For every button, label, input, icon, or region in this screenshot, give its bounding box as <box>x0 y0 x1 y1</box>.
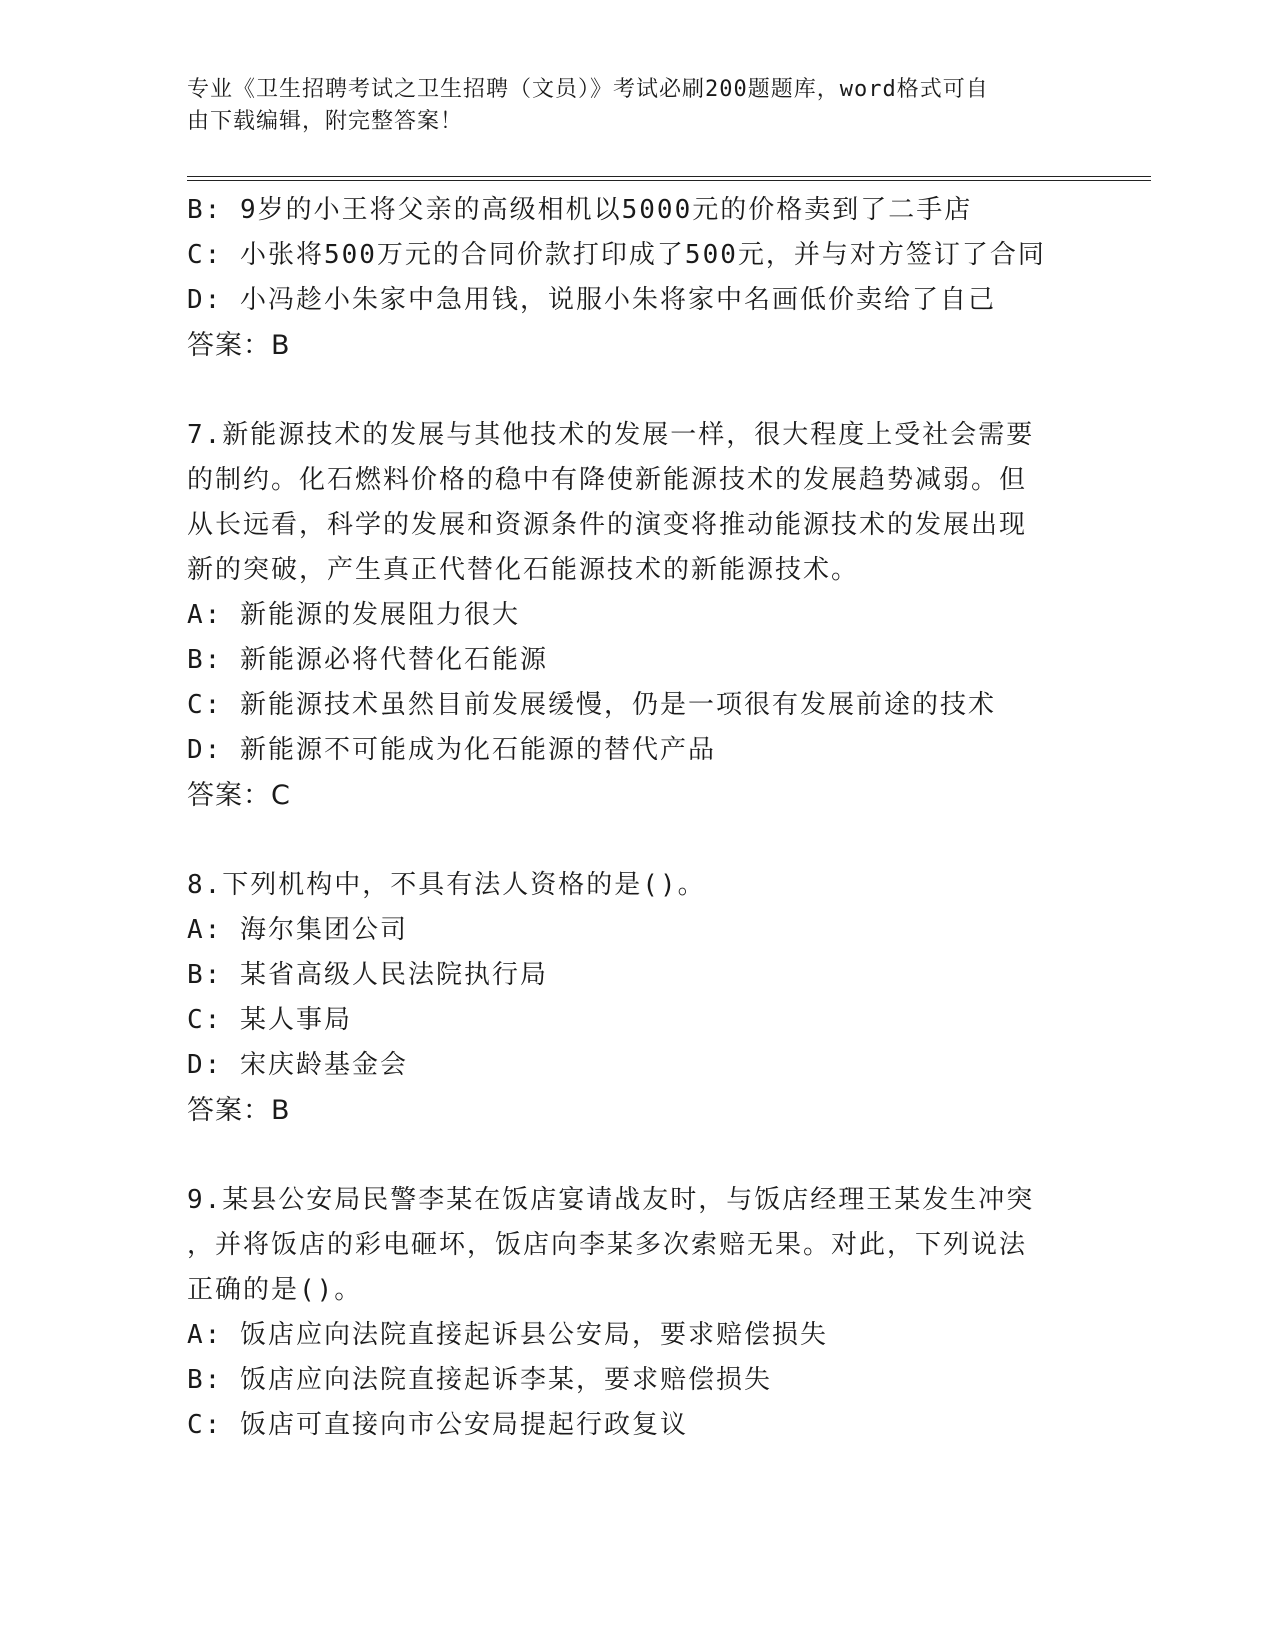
question-stem-line: 正确的是()。 <box>187 1275 363 1305</box>
question-6-tail <box>187 188 1087 368</box>
option-b: B: 某省高级人民法院执行局 <box>187 960 548 990</box>
option-d: D: 小冯趁小朱家中急用钱，说服小朱将家中名画低价卖给了自己 <box>187 285 996 315</box>
question-stem-line: 9.某县公安局民警李某在饭店宴请战友时，与饭店经理王某发生冲突 <box>187 1185 1035 1215</box>
question-content <box>187 188 1087 1448</box>
option-a: A: 海尔集团公司 <box>187 915 408 945</box>
question-stem-line: 从长远看，科学的发展和资源条件的演变将推动能源技术的发展出现 <box>187 510 1028 540</box>
question-stem-line: 新的突破，产生真正代替化石能源技术的新能源技术。 <box>187 555 860 585</box>
answer-line: 答案：B <box>187 1095 291 1126</box>
question-7 <box>187 413 1087 818</box>
option-c: C: 小张将500万元的合同价款打印成了500元，并与对方签订了合同 <box>187 240 1046 270</box>
option-a: A: 新能源的发展阻力很大 <box>187 600 520 630</box>
document-header <box>187 74 1087 138</box>
question-9 <box>187 1178 1087 1448</box>
spacer <box>187 818 1087 863</box>
option-d: D: 宋庆龄基金会 <box>187 1050 408 1080</box>
option-c: C: 饭店可直接向市公安局提起行政复议 <box>187 1410 688 1440</box>
header-line-1: 专业《卫生招聘考试之卫生招聘（文员）》考试必刷200题题库，word格式可自 <box>187 77 989 102</box>
option-d: D: 新能源不可能成为化石能源的替代产品 <box>187 735 716 765</box>
option-c: C: 某人事局 <box>187 1005 352 1035</box>
answer-line: 答案：B <box>187 330 291 361</box>
option-b: B: 新能源必将代替化石能源 <box>187 645 548 675</box>
option-b: B: 饭店应向法院直接起诉李某，要求赔偿损失 <box>187 1365 772 1395</box>
question-stem-line: ，并将饭店的彩电砸坏，饭店向李某多次索赔无果。对此，下列说法 <box>187 1230 1028 1260</box>
header-divider <box>187 176 1151 181</box>
option-c: C: 新能源技术虽然目前发展缓慢，仍是一项很有发展前途的技术 <box>187 690 996 720</box>
answer-line: 答案：C <box>187 780 291 811</box>
question-stem-line: 7.新能源技术的发展与其他技术的发展一样，很大程度上受社会需要 <box>187 420 1035 450</box>
option-b: B: 9岁的小王将父亲的高级相机以5000元的价格卖到了二手店 <box>187 195 973 225</box>
spacer <box>187 368 1087 413</box>
question-8 <box>187 863 1087 1133</box>
question-stem-line: 的制约。化石燃料价格的稳中有降使新能源技术的发展趋势减弱。但 <box>187 465 1028 495</box>
spacer <box>187 1133 1087 1178</box>
header-line-2: 由下载编辑，附完整答案！ <box>187 109 464 134</box>
option-a: A: 饭店应向法院直接起诉县公安局，要求赔偿损失 <box>187 1320 828 1350</box>
question-stem-line: 8.下列机构中，不具有法人资格的是()。 <box>187 870 706 900</box>
